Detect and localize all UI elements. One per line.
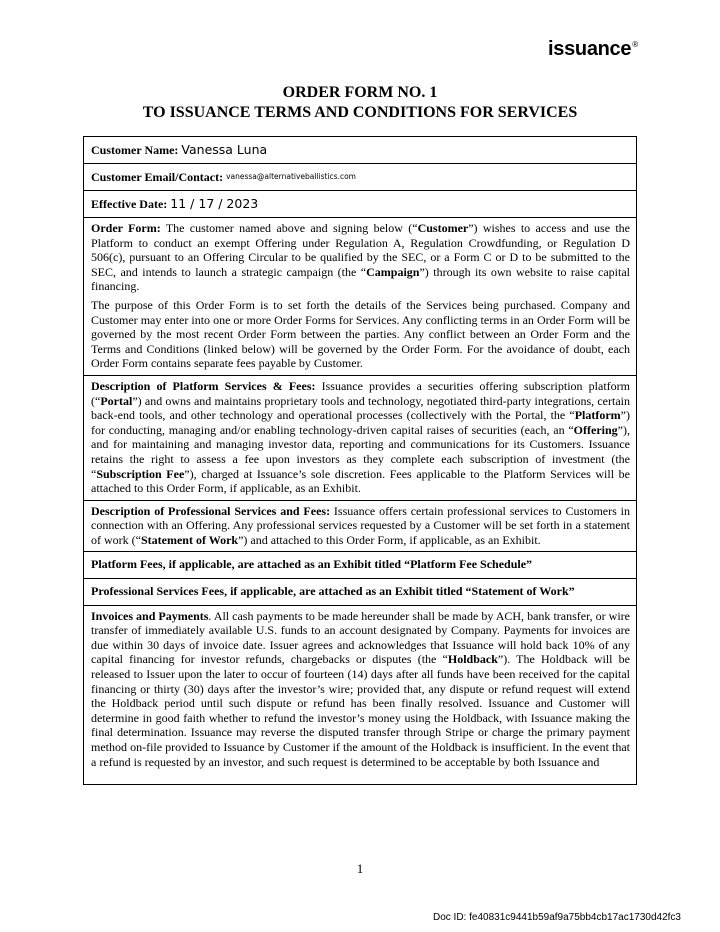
platform-services-paragraph: Description of Platform Services & Fees: Issuance provides a securities offering subscription platform (“Portal”) and owns and maintains proprietary tools and technology, negotiated third-party integrations, certain back-end tools, and other technology and operational processes (collectively with the Portal, the “Platform”) for conducting, managing and/or enabling technology-driven capital raises of securities (each, an “Offering”), and for maintaining and managing investor data, reporting and communications for its Customers. Issuance retains the right to assess a fee upon investors as they complete each subscription of investment (the “Subscription Fee”), charged at Issuance’s sole discretion. Fees applicable to the Platform Services will be attached to this Order Form, if applicable, as an Exhibit.	[91, 378, 630, 496]
professional-services-paragraph: Description of Professional Services and Fees: Issuance offers certain professional services to Customers in connection with an Offering. Any professional services requested by a Customer will be set forth in a statement of work (“Statement of Work”) and attached to this Order Form, if applicable, as an Exhibit.	[91, 503, 630, 547]
customer-email-label: Customer Email/Contact:	[91, 170, 224, 185]
page-number: 1	[356, 861, 364, 876]
order-form-section	[84, 218, 636, 376]
professional-fees-exhibit-row: Professional Services Fees, if applicable, are attached as an Exhibit titled “Statement of Work”	[84, 579, 636, 606]
customer-name-field[interactable]: Vanessa Luna	[181, 142, 268, 158]
effective-date-field[interactable]: 11 / 17 / 2023	[170, 196, 259, 212]
customer-name-label: Customer Name:	[91, 143, 179, 158]
document-id: Doc ID: fe40831c9441b59af9a75bb4cb17ac1730d42fc3	[433, 912, 681, 923]
customer-email-field[interactable]: vanessa@alternativeballistics.com	[226, 172, 356, 182]
platform-fees-exhibit-row: Platform Fees, if applicable, are attached as an Exhibit titled “Platform Fee Schedule”	[84, 552, 636, 579]
order-form-paragraph-1: Order Form: The customer named above and signing below (“Customer”) wishes to access and use the Platform to conduct an exempt Offering under Regulation A, Regulation Crowdfunding, or Regulation D 506(c), pursuant to an Offering Circular to be qualified by the SEC, or a Form C or D to be submitted to the SEC, and intends to launch a strategic campaign (the “Campaign”) through its own website to raise capital financing.	[91, 221, 631, 294]
page-subtitle: TO ISSUANCE TERMS AND CONDITIONS FOR SERVICES	[142, 104, 578, 121]
order-form-paragraph-2: The purpose of this Order Form is to set forth the details of the Services being purchased. Company and Customer may enter into one or more Order Forms for Services. Any conflicting terms in an Order Form will be governed by the most recent Order Form between the parties. Any conflict between an Order Form and the Terms and Conditions (linked below) will be governed by the Order Form. For the avoidance of doubt, each Order Form contains separate fees payable by Customer.	[91, 297, 630, 371]
invoices-payments-paragraph: Invoices and Payments. All cash payments to be made hereunder shall be made by ACH, bank transfer, or wire transfer of immediately available U.S. funds to an account designated by Company. Payments for invoices are due within 30 days of invoice date. Issuer agrees and acknowledges that Issuance will hold back 10% of any capital financing for investor refunds, chargebacks or disputes (the “Holdback”). The Holdback will be released to Issuer upon the later to occur of fourteen (14) days after all funds have been received for the capital financing or thirty (30) days after the investor’s wire; provided that, any dispute or refund request will extend the Holdback period until such dispute or refund has been finally resolved. Issuance and Customer will determine in good faith whether to refund the investor’s money using the Holdback, with Issuance making the final determination. Issuance may reverse the disputed transfer through Stripe or charge the primary payment method on-file provided to Issuance by Customer if the amount of the Holdback is insufficient. In the event that a refund is requested by an investor, and such request is determined to be acceptable by both Issuance and	[91, 608, 630, 769]
customer-name-row	[84, 137, 636, 164]
professional-services-section	[84, 501, 636, 553]
effective-date-row	[84, 191, 636, 218]
order-form-table	[83, 136, 637, 785]
platform-services-section	[84, 376, 636, 501]
invoices-payments-section	[84, 606, 636, 785]
issuance-logo: issuance®	[548, 38, 638, 60]
effective-date-label: Effective Date:	[91, 197, 168, 212]
page-title: ORDER FORM NO. 1	[282, 84, 438, 101]
customer-email-row	[84, 164, 636, 191]
